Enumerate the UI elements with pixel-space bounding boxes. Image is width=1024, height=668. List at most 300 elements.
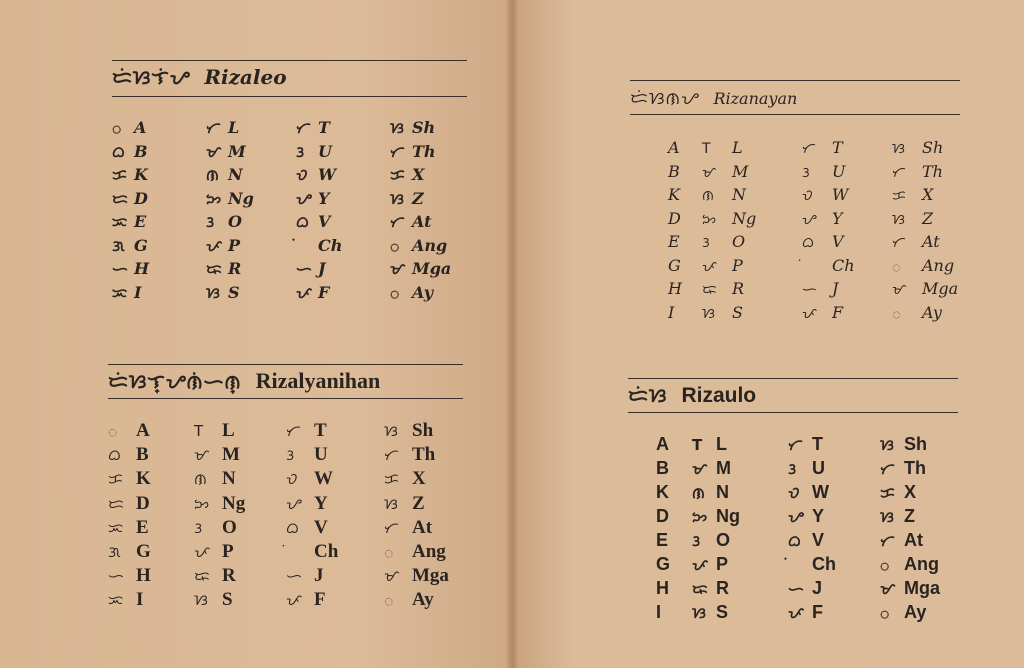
- baybayin-glyph: ᜋ: [702, 164, 717, 181]
- latin-letter: S: [222, 589, 233, 611]
- latin-letter: B: [136, 444, 149, 466]
- latin-letter: D: [656, 506, 669, 526]
- latin-letter: Ch: [812, 554, 836, 574]
- letter-pair: [390, 165, 424, 185]
- latin-letter: F: [318, 282, 330, 302]
- baybayin-glyph: ᜐ: [384, 494, 398, 513]
- baybayin-glyph: ᜊ: [802, 235, 814, 251]
- baybayin-glyph: ᜇ: [108, 494, 124, 513]
- baybayin-glyph: ᜁ: [112, 283, 128, 302]
- latin-letter: T: [318, 118, 330, 137]
- letter-pair: [286, 420, 327, 442]
- baybayin-glyph: ᜍ: [206, 260, 222, 278]
- letter-pair: [632, 506, 669, 527]
- latin-letter: D: [668, 208, 681, 228]
- latin-letter: L: [228, 118, 240, 137]
- latin-letter: M: [716, 458, 731, 478]
- letter-pair: [390, 212, 432, 232]
- letter-pair: [296, 118, 330, 138]
- latin-letter: M: [222, 444, 240, 466]
- section-rizaleo: [112, 58, 467, 316]
- letter-pair: [692, 602, 728, 623]
- section-title-underline: [112, 96, 467, 97]
- latin-letter: O: [716, 530, 731, 550]
- letter-pair: [194, 565, 236, 587]
- baybayin-glyph: ᜊ: [112, 142, 125, 161]
- letter-pair: [296, 189, 329, 209]
- baybayin-glyph: ᜁ: [108, 518, 124, 537]
- baybayin-glyph: ᜋ: [384, 567, 400, 586]
- baybayin-glyph: ᜅ: [206, 189, 222, 208]
- letter-pair: [206, 236, 240, 256]
- letter-pair: [286, 517, 328, 539]
- baybayin-glyph: ᜉ: [702, 258, 717, 275]
- baybayin-glyph: ᜆ: [880, 460, 895, 478]
- letter-pair: [892, 232, 940, 252]
- latin-letter: Th: [412, 141, 436, 161]
- letter-pair: [194, 420, 235, 442]
- baybayin-glyph: ᜊ: [296, 213, 309, 231]
- letter-pair: [390, 236, 447, 259]
- baybayin-glyph: T: [194, 422, 204, 440]
- baybayin-glyph: ᜃ: [112, 166, 127, 184]
- latin-letter: A: [136, 420, 150, 441]
- latin-title: Rizalyanihan: [255, 368, 381, 393]
- letter-pair: [638, 256, 681, 275]
- latin-letter: Th: [412, 444, 436, 466]
- latin-letter: G: [656, 554, 671, 574]
- latin-letter: Th: [922, 161, 943, 181]
- latin-letter: T: [832, 138, 843, 157]
- baybayin-glyph: ᜈ: [702, 188, 714, 204]
- letter-pair: [788, 506, 824, 527]
- baybayin-glyph: ᜐ: [702, 305, 715, 322]
- letter-pair: [206, 142, 246, 162]
- section-rizanayan: [630, 78, 960, 336]
- latin-letter: L: [716, 434, 727, 454]
- letter-pair: [892, 256, 954, 278]
- latin-letter: Mga: [904, 578, 940, 598]
- baybayin-glyph: ᜀ: [880, 556, 890, 574]
- latin-letter: Mga: [922, 279, 959, 298]
- baybayin-glyph: ᜂ: [206, 213, 215, 231]
- letter-pair: [638, 138, 680, 157]
- latin-letter: Sh: [412, 420, 434, 441]
- letter-pair: [206, 212, 242, 232]
- letter-pair: [632, 482, 669, 503]
- latin-letter: Y: [314, 492, 328, 514]
- letter-pair: [108, 468, 151, 490]
- letter-pair: [880, 482, 916, 503]
- baybayin-glyph: ᜃ: [390, 166, 405, 184]
- letter-pair: [286, 541, 338, 563]
- baybayin-glyph: ᜆ: [892, 235, 906, 251]
- letter-pair: [802, 138, 843, 158]
- baybayin-glyph: T: [692, 436, 703, 454]
- baybayin-glyph: ᜅ: [194, 494, 210, 513]
- letter-pair: [892, 138, 943, 158]
- letter-pair: [108, 493, 150, 515]
- latin-letter: R: [716, 578, 729, 598]
- baybayin-glyph: ᜉ: [788, 604, 805, 622]
- baybayin-glyph: ᜐ: [390, 189, 404, 208]
- latin-letter: M: [732, 161, 749, 181]
- letter-pair: [384, 444, 435, 466]
- latin-letter: Th: [904, 458, 926, 478]
- letter-pair: [632, 530, 668, 551]
- latin-letter: Ang: [412, 235, 448, 255]
- latin-letter: E: [668, 232, 680, 251]
- letter-pair: [384, 517, 432, 539]
- letter-pair: [206, 165, 243, 185]
- latin-letter: Z: [922, 208, 934, 228]
- baybayin-glyph: ᜉ: [692, 556, 709, 574]
- letter-pair: [702, 185, 746, 205]
- letter-pair: [692, 554, 728, 575]
- latin-letter: B: [668, 161, 680, 181]
- letter-pair: [390, 189, 424, 209]
- baybayin-glyph: ᜐ: [390, 119, 404, 137]
- letter-pair: [802, 303, 843, 323]
- baybayin-glyph: [802, 257, 832, 276]
- latin-letter: Ay: [922, 302, 942, 322]
- latin-letter: F: [314, 589, 326, 611]
- latin-letter: D: [136, 492, 150, 514]
- baybayin-glyph: ᜂ: [788, 460, 797, 478]
- latin-letter: H: [136, 565, 151, 587]
- letter-pair: [880, 530, 923, 551]
- letter-pair: [108, 541, 151, 563]
- latin-letter: Ng: [222, 492, 246, 514]
- letter-pair: [638, 209, 681, 228]
- letter-pair: [296, 259, 326, 279]
- baybayin-glyph: ᜍ: [692, 580, 708, 598]
- latin-letter: U: [314, 444, 328, 466]
- latin-letter: G: [134, 235, 148, 255]
- letter-pair: [390, 283, 433, 306]
- baybayin-glyph: T: [702, 141, 711, 157]
- letter-pair: [788, 482, 829, 503]
- latin-letter: Mga: [412, 565, 449, 587]
- latin-letter: B: [656, 458, 669, 478]
- native-script-title: ᜇᜒᜐ: [628, 385, 668, 407]
- baybayin-glyph: ᜀ: [390, 283, 400, 302]
- baybayin-glyph: ᜋ: [880, 580, 896, 598]
- letter-pair: [638, 303, 674, 322]
- latin-letter: X: [412, 165, 425, 184]
- latin-letter: Sh: [904, 434, 928, 454]
- letter-pair: [108, 589, 143, 611]
- section-rizaulo: [628, 376, 958, 636]
- baybayin-glyph: ᜀ: [112, 119, 122, 137]
- baybayin-glyph: ᜑ: [802, 282, 817, 298]
- baybayin-glyph: ᜍ: [194, 567, 210, 586]
- letter-pair: [296, 236, 342, 256]
- baybayin-glyph: ᜀ: [384, 543, 394, 561]
- baybayin-glyph: ᜆ: [206, 119, 221, 137]
- latin-letter: P: [222, 541, 234, 562]
- letter-pair: [384, 420, 433, 442]
- baybayin-glyph: ᜆ: [390, 142, 405, 161]
- latin-letter: J: [832, 279, 839, 298]
- section-top-rule: [108, 364, 463, 365]
- baybayin-glyph: ᜀ: [384, 591, 394, 610]
- baybayin-glyph: ᜆ: [880, 532, 895, 550]
- baybayin-glyph: ᜌ: [802, 211, 817, 228]
- baybayin-glyph: ᜂ: [802, 164, 810, 181]
- letter-pair: [880, 554, 939, 578]
- letter-pair: [390, 142, 436, 162]
- letter-pair: [802, 256, 855, 276]
- latin-letter: G: [668, 255, 681, 275]
- letter-pair: [194, 493, 245, 515]
- letter-pair: [892, 303, 942, 325]
- latin-letter: U: [832, 161, 846, 181]
- letter-pair: [892, 279, 958, 299]
- latin-letter: O: [732, 232, 746, 251]
- latin-letter: Sh: [412, 118, 436, 137]
- baybayin-glyph: ᜌ: [286, 494, 302, 513]
- letter-pair: [632, 602, 661, 623]
- latin-letter: W: [832, 185, 849, 204]
- latin-letter: S: [716, 602, 729, 622]
- latin-letter: U: [318, 141, 332, 161]
- letter-pair: [692, 482, 729, 503]
- letter-pair: [692, 530, 730, 551]
- latin-letter: Ay: [412, 589, 434, 611]
- section-title: [112, 64, 287, 90]
- letter-pair: [112, 259, 149, 279]
- latin-letter: I: [136, 589, 144, 611]
- baybayin-glyph: ᜑ: [108, 567, 124, 586]
- baybayin-glyph: ᜄ: [112, 236, 125, 255]
- native-script-title: ᜇᜒᜐᜎᜒᜌ: [112, 67, 191, 89]
- latin-letter: V: [832, 232, 844, 251]
- baybayin-glyph: ᜍ: [702, 282, 717, 298]
- latin-letter: N: [716, 482, 729, 502]
- baybayin-glyph: ᜃ: [892, 188, 906, 204]
- baybayin-glyph: ᜑ: [296, 260, 312, 278]
- latin-letter: E: [136, 516, 149, 538]
- baybayin-glyph: ᜆ: [802, 141, 816, 157]
- latin-letter: V: [812, 530, 825, 550]
- letter-pair: [112, 165, 148, 185]
- latin-letter: P: [732, 255, 743, 275]
- baybayin-glyph: ᜈ: [194, 470, 207, 489]
- baybayin-glyph: ᜂ: [296, 142, 305, 161]
- letter-pair: [112, 142, 148, 162]
- latin-letter: Ch: [318, 235, 343, 255]
- baybayin-glyph: ᜐ: [194, 591, 208, 610]
- latin-letter: F: [812, 602, 823, 622]
- letter-pair: [286, 565, 324, 587]
- latin-letter: R: [222, 565, 236, 587]
- section-title-underline: [628, 412, 958, 413]
- letter-pair: [788, 530, 824, 551]
- baybayin-glyph: ᜃ: [108, 470, 123, 489]
- baybayin-glyph: ᜐ: [892, 211, 905, 228]
- letter-pair: [194, 541, 234, 563]
- baybayin-glyph: ᜄ: [108, 543, 121, 561]
- letter-pair: [112, 118, 146, 141]
- letter-pair: [384, 493, 425, 515]
- baybayin-glyph: ᜆ: [384, 446, 399, 465]
- letter-pair: [802, 279, 838, 299]
- section-rizalyanihan: [108, 362, 463, 624]
- latin-letter: Ng: [732, 208, 757, 228]
- letter-pair: [286, 589, 326, 611]
- latin-letter: U: [812, 458, 825, 478]
- latin-letter: At: [904, 530, 923, 550]
- latin-letter: K: [668, 185, 680, 204]
- baybayin-glyph: ᜏ: [788, 484, 800, 502]
- baybayin-glyph: ᜅ: [692, 508, 708, 526]
- baybayin-glyph: ᜀ: [880, 604, 890, 622]
- latin-letter: Y: [812, 506, 825, 526]
- latin-letter: H: [668, 279, 682, 298]
- latin-letter: F: [832, 302, 844, 322]
- latin-letter: J: [812, 578, 823, 598]
- letter-pair: [702, 232, 745, 252]
- latin-letter: L: [222, 420, 235, 441]
- latin-letter: Ang: [904, 554, 939, 574]
- baybayin-glyph: ᜀ: [390, 236, 400, 255]
- letter-pair: [632, 458, 669, 479]
- latin-letter: Z: [904, 506, 915, 526]
- baybayin-glyph: ᜆ: [296, 119, 311, 137]
- latin-letter: O: [222, 516, 237, 538]
- baybayin-glyph: ᜆ: [286, 422, 301, 440]
- baybayin-glyph: ᜉ: [802, 305, 817, 322]
- baybayin-glyph: ᜊ: [286, 518, 299, 537]
- baybayin-glyph: ᜂ: [702, 235, 710, 251]
- letter-pair: [702, 138, 743, 157]
- letter-pair: [206, 189, 254, 209]
- letter-pair: [692, 458, 731, 479]
- latin-letter: Sh: [922, 138, 944, 157]
- latin-title: Rizaulo: [681, 384, 757, 407]
- latin-letter: Ch: [832, 255, 855, 275]
- baybayin-glyph: ᜀ: [892, 305, 901, 322]
- baybayin-glyph: ᜐ: [384, 422, 398, 440]
- baybayin-glyph: ᜈ: [692, 484, 705, 502]
- letter-pair: [802, 185, 848, 205]
- baybayin-glyph: ᜁ: [112, 213, 128, 231]
- baybayin-glyph: ᜐ: [892, 141, 905, 157]
- latin-letter: Z: [412, 492, 425, 514]
- latin-letter: At: [922, 232, 940, 251]
- latin-letter: W: [318, 165, 336, 184]
- latin-letter: O: [228, 212, 242, 231]
- letter-pair: [880, 506, 915, 527]
- letter-pair: [112, 189, 148, 209]
- baybayin-glyph: ᜀ: [892, 258, 901, 275]
- baybayin-glyph: ᜁ: [108, 591, 124, 610]
- letter-pair: [880, 434, 927, 455]
- baybayin-glyph: ᜉ: [286, 591, 303, 610]
- baybayin-glyph: ᜐ: [692, 604, 706, 622]
- section-title-underline: [108, 398, 463, 399]
- letter-pair: [296, 142, 332, 162]
- baybayin-glyph: ᜅ: [702, 211, 717, 228]
- latin-letter: V: [318, 212, 331, 231]
- letter-pair: [802, 232, 844, 252]
- latin-letter: B: [134, 141, 148, 161]
- latin-letter: Mga: [412, 259, 452, 278]
- baybayin-glyph: ᜃ: [384, 470, 399, 489]
- latin-letter: N: [222, 468, 236, 490]
- letter-pair: [384, 541, 446, 565]
- latin-letter: A: [134, 118, 147, 137]
- latin-letter: K: [134, 165, 148, 184]
- baybayin-glyph: ᜉ: [206, 236, 223, 255]
- baybayin-glyph: ᜆ: [384, 518, 399, 537]
- baybayin-glyph: ᜑ: [788, 580, 804, 598]
- baybayin-glyph: ᜊ: [108, 446, 121, 465]
- letter-pair: [788, 578, 822, 599]
- letter-pair: [632, 434, 669, 455]
- latin-letter: J: [314, 565, 324, 587]
- letter-pair: [286, 444, 328, 466]
- letter-pair: [638, 162, 680, 181]
- letter-pair: [286, 493, 328, 515]
- letter-pair: [892, 209, 933, 229]
- letter-pair: [108, 420, 150, 444]
- native-script-title: ᜇᜒᜐᜈᜌ: [630, 89, 700, 109]
- baybayin-glyph: ᜂ: [194, 518, 203, 537]
- letter-pair: [112, 236, 148, 256]
- baybayin-glyph: ᜆ: [788, 436, 803, 454]
- baybayin-glyph: ᜉ: [194, 543, 211, 561]
- letter-pair: [692, 578, 729, 599]
- book-gutter: [505, 0, 519, 668]
- latin-letter: X: [904, 482, 917, 502]
- baybayin-glyph: ᜋ: [390, 260, 406, 278]
- latin-letter: G: [136, 541, 151, 562]
- baybayin-glyph: ᜐ: [206, 283, 220, 302]
- letter-pair: [194, 589, 233, 611]
- latin-letter: I: [668, 302, 675, 322]
- latin-letter: M: [228, 141, 246, 161]
- latin-letter: N: [228, 165, 243, 184]
- section-title: [108, 368, 380, 394]
- baybayin-glyph: ᜏ: [286, 470, 298, 489]
- letter-pair: [194, 444, 240, 466]
- letter-pair: [296, 165, 336, 185]
- section-top-rule: [112, 60, 467, 61]
- letter-pair: [638, 232, 680, 251]
- baybayin-glyph: ᜂ: [286, 446, 295, 465]
- letter-pair: [702, 209, 756, 229]
- letter-pair: [702, 279, 744, 299]
- letter-pair: [788, 458, 825, 479]
- baybayin-glyph: [296, 236, 318, 256]
- letter-pair: [206, 118, 239, 138]
- letter-pair: [632, 554, 670, 575]
- baybayin-glyph: ᜉ: [296, 283, 313, 302]
- latin-letter: Ang: [922, 255, 955, 275]
- baybayin-glyph: ᜏ: [802, 188, 813, 204]
- baybayin-glyph: ᜋ: [194, 446, 210, 465]
- letter-pair: [194, 468, 236, 490]
- letter-pair: [296, 212, 330, 232]
- latin-letter: S: [228, 282, 240, 302]
- latin-letter: I: [134, 282, 142, 302]
- baybayin-glyph: ᜆ: [892, 164, 906, 181]
- latin-letter: R: [228, 259, 242, 278]
- letter-pair: [390, 259, 451, 279]
- letter-pair: [880, 458, 926, 479]
